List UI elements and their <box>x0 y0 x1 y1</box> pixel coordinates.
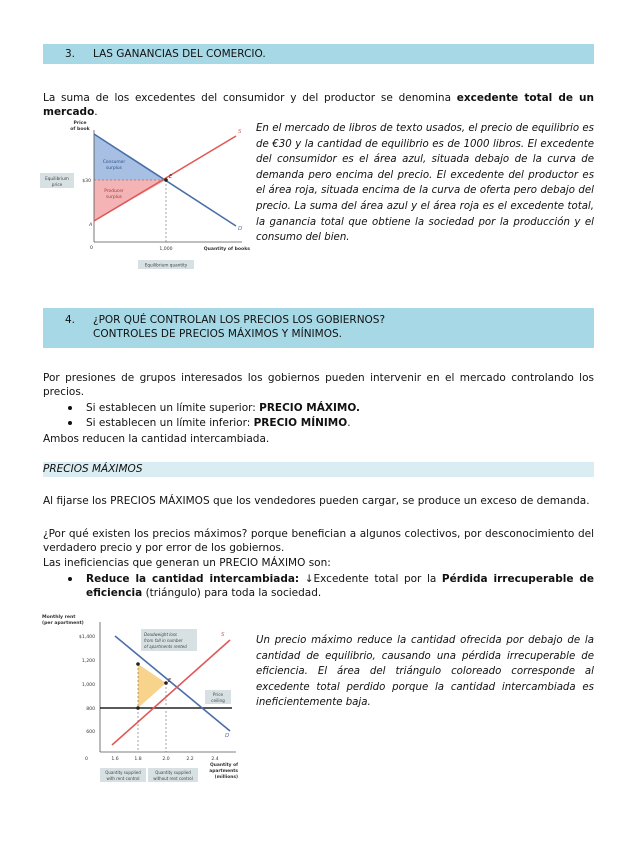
qty-tick: 1,000 <box>159 247 173 252</box>
y-tick-1400: $1,400 <box>78 635 95 640</box>
price-ceiling-graph <box>40 612 240 792</box>
y-axis-label-2: (per apartment) <box>42 621 84 626</box>
ceiling-label-1: Price <box>212 692 224 697</box>
section-4-title-line-2 <box>43 327 594 341</box>
bullet-2-period: . <box>347 417 351 429</box>
y-axis-label-1: Monthly rent <box>42 615 76 620</box>
x-axis-label-2: apartments <box>209 769 238 774</box>
x-tick-1-8: 1.8 <box>134 757 142 762</box>
x-tick-2-4: 2.4 <box>211 757 219 762</box>
y-tick-600: 600 <box>86 730 95 735</box>
pm-bullet-text-1: ↓Excedente total por la <box>299 573 442 585</box>
producer-surplus-label-2: surplus <box>106 195 122 200</box>
pm-para-1: Al fijarse los PRECIOS MÁXIMOS que los vendedores pueden cargar, se produce un exceso de demanda. <box>43 495 590 507</box>
x-axis-label-1: Quantity of <box>210 763 238 768</box>
section-4-para-2: Ambos reducen la cantidad intercambiada. <box>43 433 270 445</box>
demand-label: D <box>238 226 243 232</box>
eq-point-label: E <box>168 678 172 684</box>
bullet-dot-1 <box>68 406 72 410</box>
y-tick-1200: 1,200 <box>81 659 95 664</box>
origin-label: 0 <box>90 246 93 251</box>
demand-label: D <box>225 733 230 739</box>
surplus-caption: En el mercado de libros de texto usados, el precio de equilibrio es de €30 y la cantidad de equilibrio es de 1000 libros. El excedente del consumidor es el área azul, situada debajo de la curva de demanda pero encima del precio. El excedente del productor es el área roja, situada encima de la curva de oferta pero debajo del precio. La suma del área azul y el área roja es el excedente total, la ganancia total que obtiene la sociedad por la producción y el consumo del bien. <box>256 123 594 244</box>
intro-text: La suma de los excedentes del consumidor y del productor se denomina <box>43 92 457 104</box>
y-axis-label-1: Price <box>73 121 87 126</box>
pm-bullet <box>86 572 594 600</box>
qe-tag-2: without rent control <box>153 776 193 781</box>
surplus-graph <box>40 118 252 273</box>
bullet-1-text: Si establecen un límite superior: <box>86 402 260 414</box>
pm-bullet-text-2: (triángulo) para toda la sociedad. <box>142 587 322 599</box>
y-tick-1000: 1,000 <box>81 683 95 688</box>
y-tick-800: 800 <box>86 707 95 712</box>
supply-label: S <box>238 129 242 135</box>
intercept-label: A <box>89 223 93 228</box>
consumer-surplus-label-2: surplus <box>106 166 122 171</box>
section-3-number: 3. <box>65 48 76 60</box>
pm-para-2: ¿Por qué existen los precios máximos? porque benefician a algunos colectivos, por desconocimiento del verdadero precio y por error de los gobiernos. <box>43 528 594 554</box>
section-4-number: 4. <box>65 314 76 326</box>
intro-period: . <box>94 106 98 118</box>
x-tick-2-0: 2.0 <box>162 757 170 762</box>
bullet-dot-2 <box>68 421 72 425</box>
ceiling-label-2: ceiling <box>211 698 225 703</box>
qs-tag-2: with rent control <box>106 776 140 781</box>
bullet-1-bold: PRECIO MÁXIMO. <box>259 402 360 414</box>
consumer-surplus-label-1: Consumer <box>102 160 126 165</box>
pm-para-3: Las ineficiencias que generan un PRECIO MÁXIMO son: <box>43 557 331 569</box>
eq-qty-tag-text: Equilibrium quantity <box>144 262 188 268</box>
bullet-2-bold: PRECIO MÍNIMO <box>253 417 348 429</box>
origin-label: 0 <box>85 757 88 762</box>
pm-bullet-bold-2: Pérdida irrecuperable de eficiencia <box>86 573 594 599</box>
pm-bullet-bold-1: Reduce la cantidad intercambiada: <box>86 573 300 585</box>
bullet-precio-minimo <box>86 416 351 430</box>
section-4-title-2: CONTROLES DE PRECIOS MÁXIMOS Y MÍNIMOS. <box>93 328 342 340</box>
section-4-title-1: ¿POR QUÉ CONTROLAN LOS PRECIOS LOS GOBIERNOS? <box>93 314 386 326</box>
ceiling-supply-point <box>136 706 140 710</box>
dwl-label-2: from fall in number <box>144 638 183 643</box>
eq-price-tag-2: price <box>51 182 63 187</box>
intro-bold-term: excedente total de un mercado <box>43 92 595 118</box>
supply-label: S <box>221 632 225 638</box>
dwl-label-3: of apartments rented <box>144 644 187 649</box>
x-tick-2-2: 2.2 <box>186 757 194 762</box>
equilibrium-point <box>164 178 168 182</box>
dwl-label-1: Deadweight loss <box>144 632 178 637</box>
price-ceiling-caption: Un precio máximo reduce la cantidad ofrecida por debajo de la cantidad de equilibrio, causando una pérdida irrecuperable de eficiencia. El área del triángulo coloreado corresponde al excedente total perdido porque la cantidad intercambiada es ineficientemente baja. <box>256 635 594 709</box>
section-3-intro <box>43 91 594 119</box>
section-3-title: LAS GANANCIAS DEL COMERCIO. <box>93 48 266 60</box>
section-4-title-line-1 <box>43 313 594 327</box>
qs-tag-1: Quantity supplied <box>105 770 141 775</box>
eq-price-tag-1: Equilibrium <box>45 176 69 181</box>
price-tick: $30 <box>82 179 91 184</box>
section-4-header <box>43 308 594 348</box>
eq-point-label: E <box>169 174 173 180</box>
y-axis-label-2: of book <box>70 127 90 132</box>
producer-surplus-label-1: Producer <box>104 189 124 194</box>
bullet-precio-maximo <box>86 401 360 415</box>
pm-bullet-dot <box>68 577 72 581</box>
section-3-header <box>43 44 594 64</box>
section-4-para-1: Por presiones de grupos interesados los gobiernos pueden intervenir en el mercado controlando los precios. <box>43 372 594 398</box>
precios-maximos-heading: PRECIOS MÁXIMOS <box>43 462 594 477</box>
qe-tag-1: Quantity supplied <box>155 770 191 775</box>
bullet-2-text: Si establecen un límite inferior: <box>86 417 254 429</box>
x-axis-label: Quantity of books <box>203 247 250 252</box>
ceiling-demand-point <box>136 662 140 666</box>
x-tick-1-6: 1.6 <box>111 757 119 762</box>
x-axis-label-3: (millions) <box>214 775 238 780</box>
